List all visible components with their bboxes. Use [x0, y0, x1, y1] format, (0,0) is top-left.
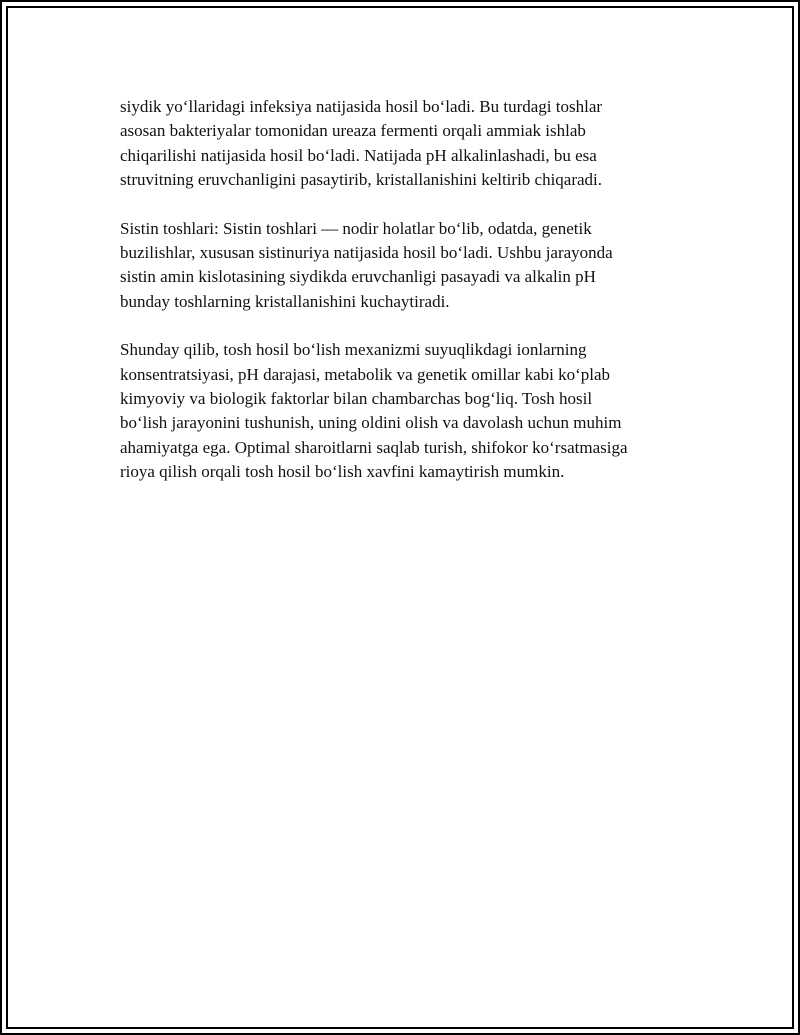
paragraph-struvite-stones [120, 95, 680, 192]
text-line: bunday toshlarning kristallanishini kuchaytiradi. [120, 291, 450, 311]
paragraph-cystine-stones [120, 217, 680, 314]
text-line: kimyoviy va biologik faktorlar bilan chambarchas bog‘liq. Tosh hosil [120, 388, 593, 408]
text-line: bo‘lish jarayonini tushunish, uning oldini olish va davolash uchun muhim [120, 413, 622, 433]
text-line: struvitning eruvchanligini pasaytirib, kristallanishini keltirib chiqaradi. [120, 169, 603, 189]
text-line: rioya qilish orqali tosh hosil bo‘lish xavfini kamaytirish mumkin. [120, 461, 565, 481]
text-line: sistin amin kislotasining siydikda eruvchanligi pasayadi va alkalin pH [120, 267, 596, 287]
text-line: chiqarilishi natijasida hosil bo‘ladi. Natijada pH alkalinlashadi, bu esa [120, 145, 597, 165]
text-line: Shunday qilib, tosh hosil bo‘lish mexanizmi suyuqlikdagi ionlarning [120, 340, 587, 360]
text-line: ahamiyatga ega. Optimal sharoitlarni saqlab turish, shifokor ko‘rsatmasiga [120, 437, 628, 457]
document-body [120, 95, 680, 509]
text-line: Sistin toshlari: Sistin toshlari — nodir holatlar bo‘lib, odatda, genetik [120, 218, 592, 238]
text-line: buzilishlar, xususan sistinuriya natijasida hosil bo‘ladi. Ushbu jarayonda [120, 242, 613, 262]
text-line: konsentratsiyasi, pH darajasi, metabolik va genetik omillar kabi ko‘plab [120, 364, 611, 384]
text-line: siydik yo‘llaridagi infeksiya natijasida hosil bo‘ladi. Bu turdagi toshlar [120, 97, 603, 116]
paragraph-conclusion [120, 338, 680, 484]
text-line: asosan bakteriyalar tomonidan ureaza fermenti orqali ammiak ishlab [120, 121, 586, 141]
